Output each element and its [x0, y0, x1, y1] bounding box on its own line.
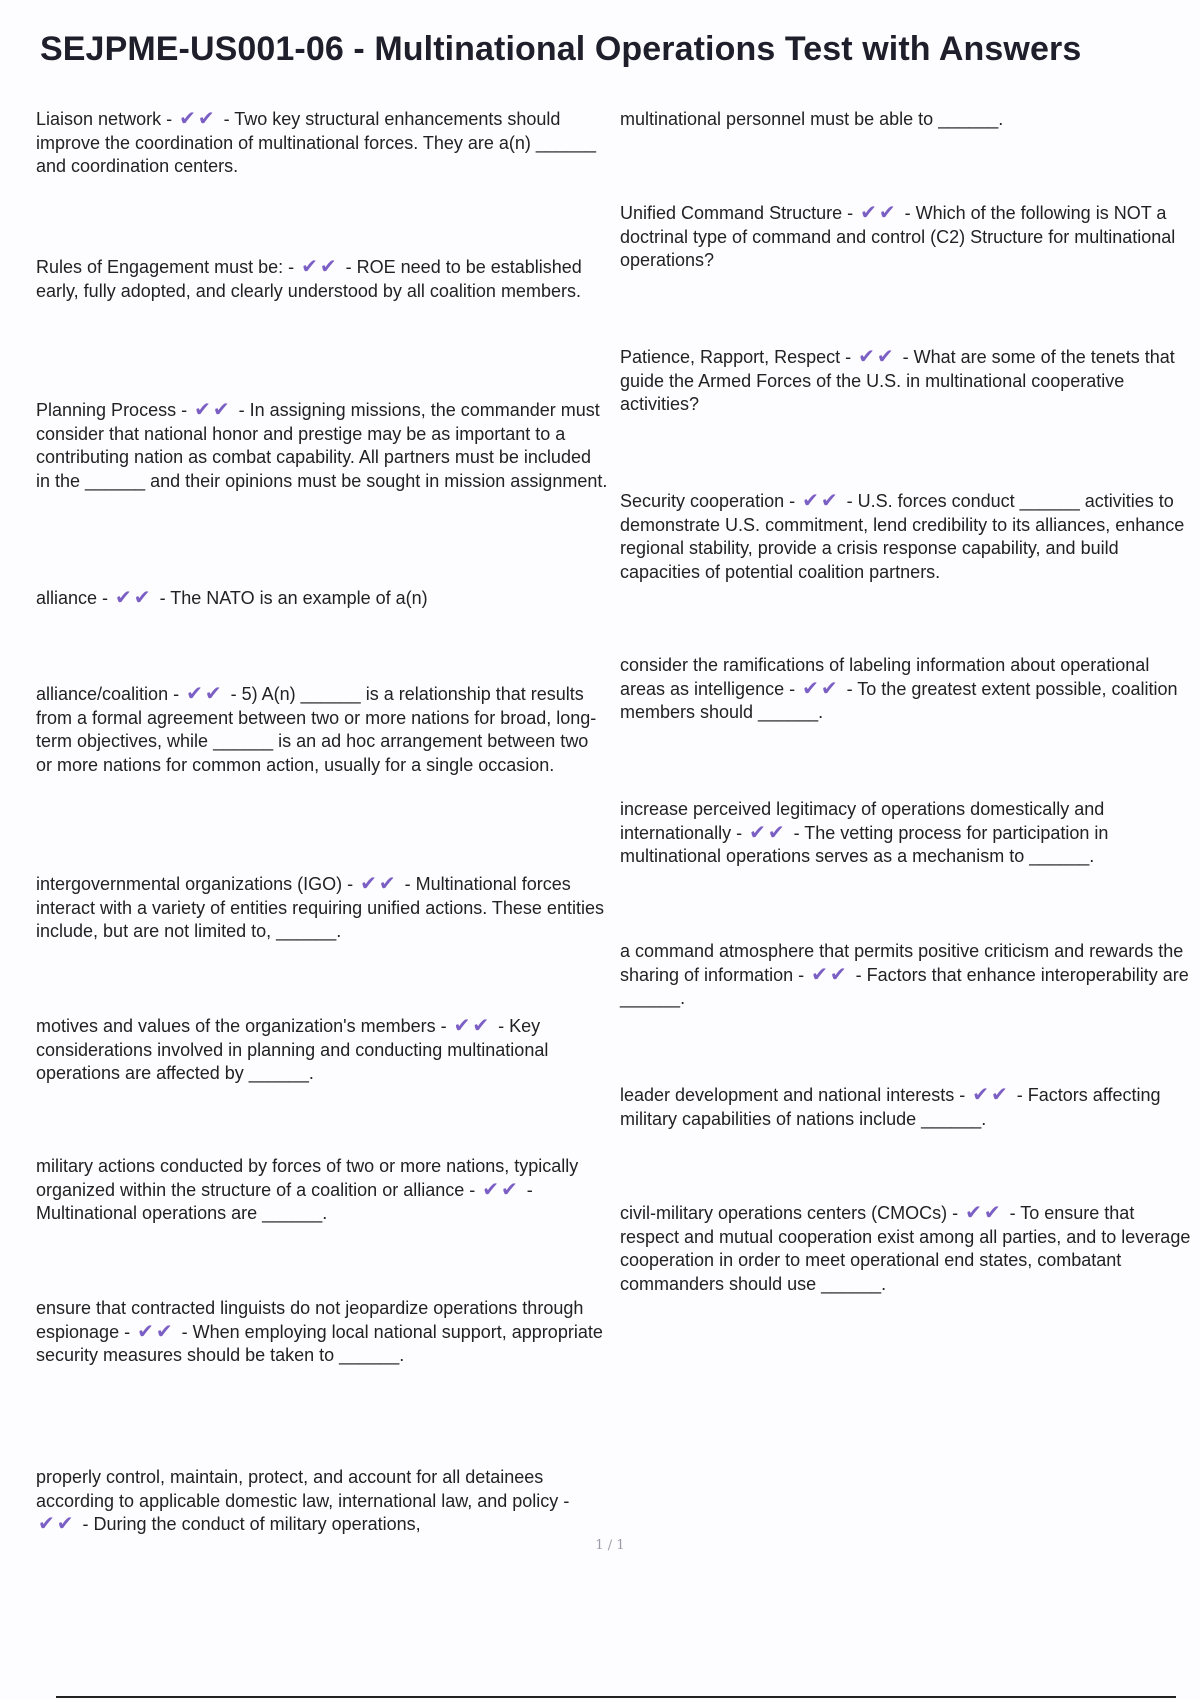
qa-item: Rules of Engagement must be: - ✔✔ - ROE need to be established early, fully adopted, and clearly understood by all coalition members.	[36, 256, 582, 301]
qa-item: military actions conducted by forces of two or more nations, typically organized within the structure of a coalition or alliance - ✔✔ - Multinational operations are ______.	[36, 1156, 579, 1223]
page-title: SEJPME-US001-06 - Multinational Operations Test with Answers	[40, 30, 1082, 68]
question-text: In assigning missions, the commander must consider that national honor and prestige may be as important to a contributing nation as combat capability. All partners must be included in the ______ and their opinions must be sought in mission assignment.	[36, 400, 608, 491]
question-text: Which of the following is NOT a doctrinal type of command and control (C2) Structure for multinational operations?	[620, 203, 1176, 270]
question-text: Key considerations involved in planning and conducting multinational operations are affected by ______.	[36, 1016, 549, 1083]
question-text: Factors that enhance interoperability are ______.	[620, 964, 1189, 1008]
qa-item: alliance - ✔✔ - The NATO is an example of a(n)	[36, 587, 428, 609]
answer-text: increase perceived legitimacy of operations domestically and internationally	[620, 799, 1105, 843]
checkmark-icon: ✔✔	[453, 1015, 492, 1037]
checkmark-icon: ✔✔	[972, 1084, 1010, 1106]
question-text: U.S. forces conduct ______ activities to demonstrate U.S. commitment, lend credibility to its alliances, enhance regional stability, provide a crisis response capability, and build capacities of potential coalition partners.	[620, 491, 1185, 582]
checkmark-icon: ✔✔	[811, 963, 849, 986]
qa-item: Planning Process - ✔✔ - In assigning missions, the commander must consider that national honor and prestige may be as important to a contributing nation as combat capability. All partners must be included in the ______ and their opinions must be sought in mission assignment.	[36, 399, 608, 491]
answer-text: alliance/coalition	[36, 684, 169, 704]
question-text: ROE need to be established early, fully adopted, and clearly understood by all coalition members.	[36, 257, 582, 301]
qa-item: leader development and national interests - ✔✔ - Factors affecting military capabilities of nations include ______.	[620, 1084, 1161, 1129]
checkmark-icon: ✔✔	[115, 587, 153, 609]
checkmark-icon: ✔✔	[301, 256, 339, 278]
answer-text: Rules of Engagement must be:	[36, 257, 284, 277]
answer-text: civil-military operations centers (CMOCs)	[620, 1203, 948, 1223]
answer-text: motives and values of the organization's members	[36, 1016, 436, 1036]
qa-item: consider the ramifications of labeling information about operational areas as intelligence - ✔✔ - To the greatest extent possible, coalition members should ______.	[620, 655, 1178, 722]
footer-rule	[56, 1696, 1176, 1698]
qa-item: Patience, Rapport, Respect - ✔✔ - What are some of the tenets that guide the Armed Forces of the U.S. in multinational cooperative activities?	[620, 346, 1175, 414]
checkmark-icon: ✔✔	[860, 202, 898, 224]
qa-item: intergovernmental organizations (IGO) - ✔✔ - Multinational forces interact with a variety of entities requiring unified actions. These entities include, but are not limited to, ______.	[36, 873, 604, 941]
checkmark-icon: ✔✔	[179, 108, 217, 130]
qa-item: civil-military operations centers (CMOCs) - ✔✔ - To ensure that respect and mutual cooperation exist among all parties, and to leverage cooperation in order to meet operational end states, combatant commanders should use ______.	[620, 1202, 1191, 1294]
answer-text: a command atmosphere that permits positive criticism and rewards the sharing of information	[620, 941, 1184, 985]
qa-item: Liaison network - ✔✔ - Two key structural enhancements should improve the coordination of multinational forces. They are a(n) ______ and coordination centers.	[36, 108, 596, 176]
question-text: To the greatest extent possible, coalition members should ______.	[620, 678, 1178, 722]
qa-item: Security cooperation - ✔✔ - U.S. forces conduct ______ activities to demonstrate U.S. commitment, lend credibility to its alliances, enhance regional stability, provide a crisis response capability, and build capacities of potential coalition partners.	[620, 490, 1185, 582]
answer-text: Security cooperation	[620, 491, 785, 511]
checkmark-icon: ✔✔	[360, 873, 398, 895]
answer-text: Planning Process	[36, 400, 177, 420]
checkmark-icon: ✔✔	[194, 399, 232, 421]
checkmark-icon: ✔✔	[482, 1178, 520, 1201]
page-number: 1 / 1	[595, 1538, 625, 1553]
qa-item: alliance/coalition - ✔✔ - 5) A(n) ______ is a relationship that results from a formal agreement between two or more nations for broad, long-term objectives, while ______ is an ad hoc arrangement between two or more nations for common action, usually for a single occasion.	[36, 683, 597, 775]
question-text: Multinational operations are ______.	[36, 1203, 328, 1223]
question-text: Two key structural enhancements should improve the coordination of multinational forces. They are a(n) ______ and coordination centers.	[36, 109, 596, 176]
answer-text: military actions conducted by forces of two or more nations, typically organized within the structure of a coalition or alliance	[36, 1156, 579, 1200]
checkmark-icon: ✔✔	[965, 1202, 1003, 1224]
question-text: multinational personnel must be able to ______.	[620, 109, 1004, 129]
qa-item: properly control, maintain, protect, and account for all detainees according to applicable domestic law, international law, and policy - ✔✔ - During the conduct of military operations,	[36, 1467, 570, 1535]
answer-text: properly control, maintain, protect, and account for all detainees according to applicable domestic law, international law, and policy	[36, 1467, 559, 1511]
checkmark-icon: ✔✔	[858, 346, 896, 368]
question-text: During the conduct of military operations,	[93, 1514, 421, 1534]
qa-item: a command atmosphere that permits positive criticism and rewards the sharing of information - ✔✔ - Factors that enhance interoperability are ______.	[620, 941, 1189, 1008]
qa-item: ensure that contracted linguists do not jeopardize operations through espionage - ✔✔ - When employing local national support, appropriate security measures should be taken to ______.	[36, 1298, 603, 1365]
question-text: The vetting process for participation in multinational operations serves as a mechanism to ______.	[620, 822, 1109, 866]
answer-text: intergovernmental organizations (IGO)	[36, 874, 343, 894]
question-text: 5) A(n) ______ is a relationship that results from a formal agreement between two or more nations for broad, long-term objectives, while ______ is an ad hoc arrangement between two or more nations for common action, usually for a single occasion.	[36, 684, 597, 775]
question-text: To ensure that respect and mutual cooperation exist among all parties, and to leverage cooperation in order to meet operational end states, combatant commanders should use ______.	[620, 1203, 1191, 1294]
qa-item: Unified Command Structure - ✔✔ - Which of the following is NOT a doctrinal type of command and control (C2) Structure for multinational operations?	[620, 202, 1176, 270]
checkmark-icon: ✔✔	[186, 683, 224, 705]
answer-text: leader development and national interests	[620, 1085, 955, 1105]
answer-text: ensure that contracted linguists do not jeopardize operations through espionage	[36, 1298, 584, 1342]
question-text: Multinational forces interact with a variety of entities requiring unified actions. These entities include, but are not limited to, ______.	[36, 874, 604, 941]
checkmark-icon: ✔✔	[802, 677, 840, 700]
question-text: The NATO is an example of a(n)	[170, 588, 428, 608]
checkmark-icon: ✔✔	[749, 821, 787, 844]
question-text: Factors affecting military capabilities of nations include ______.	[620, 1085, 1161, 1129]
qa-item: motives and values of the organization's members - ✔✔ - Key considerations involved in planning and conducting multinational operations are affected by ______.	[36, 1015, 549, 1083]
checkmark-icon: ✔✔	[38, 1513, 76, 1535]
checkmark-icon: ✔✔	[802, 490, 840, 512]
answer-text: Patience, Rapport, Respect	[620, 347, 841, 367]
checkmark-icon: ✔✔	[137, 1320, 175, 1343]
question-text: What are some of the tenets that guide the Armed Forces of the U.S. in multinational cooperative activities?	[620, 347, 1175, 414]
answer-text: consider the ramifications of labeling information about operational areas as intelligence	[620, 655, 1150, 699]
answer-text: Liaison network	[36, 109, 162, 129]
question-text: When employing local national support, appropriate security measures should be taken to ______.	[36, 1321, 603, 1365]
answer-text: alliance	[36, 588, 98, 608]
answer-text: Unified Command Structure	[620, 203, 843, 223]
qa-item-continued	[620, 108, 1194, 132]
qa-item: increase perceived legitimacy of operations domestically and internationally - ✔✔ - The vetting process for participation in multinational operations serves as a mechanism to ______.	[620, 799, 1109, 866]
